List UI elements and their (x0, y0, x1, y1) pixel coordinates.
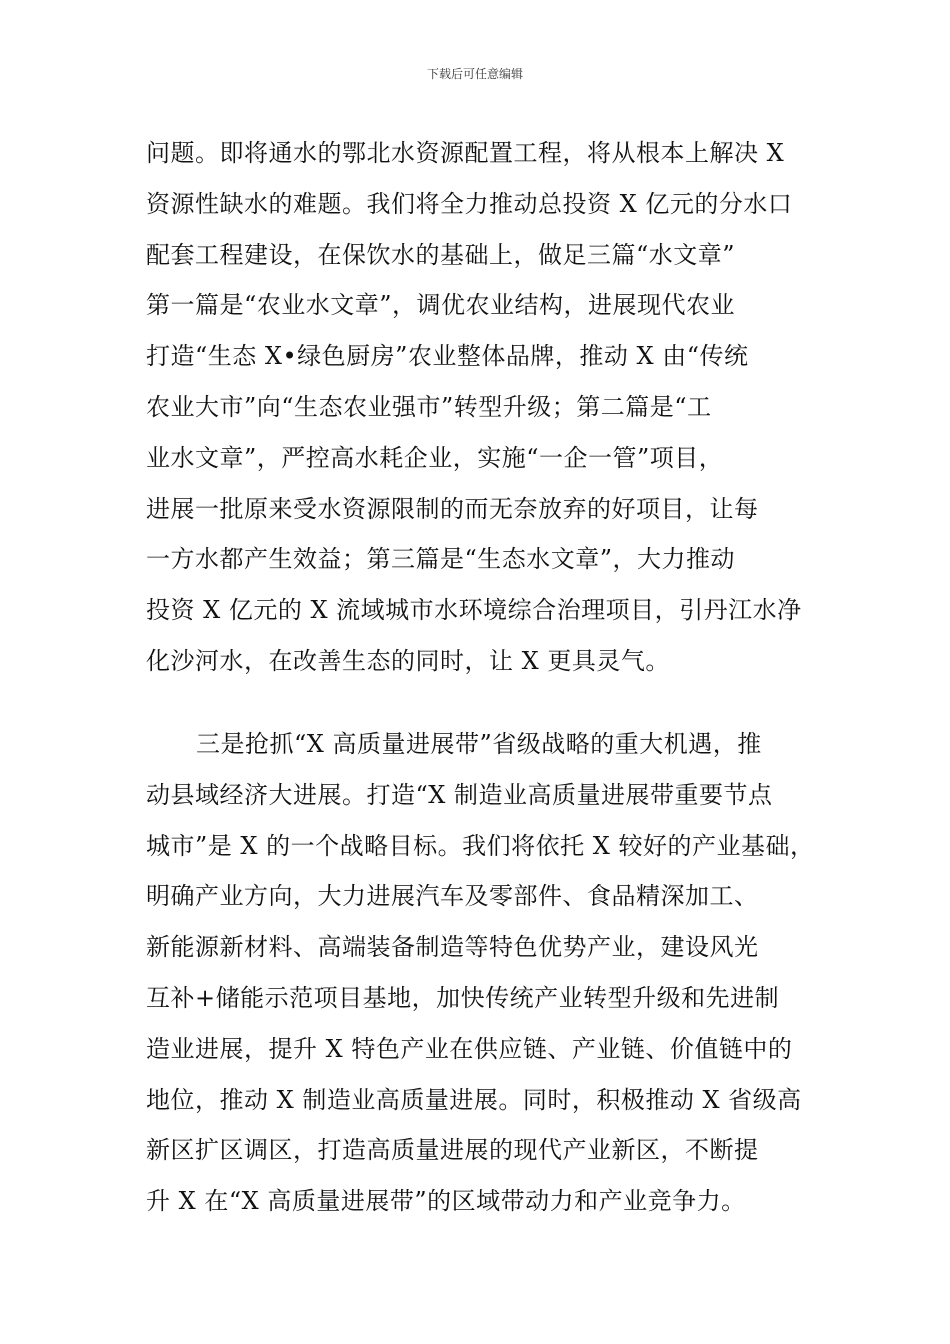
text-line: 地位，推动 X 制造业高质量进展。同时，积极推动 X 省级高 (146, 1085, 802, 1114)
text-line-first: 三是抢抓“X 高质量进展带”省级战略的重大机遇，推 (196, 730, 762, 758)
text-line: 第一篇是“农业水文章”，调优农业结构，进展现代农业 (146, 291, 736, 320)
text-line: 新能源新材料、高端装备制造等特色优势产业，建设风光 (146, 933, 759, 962)
text-line: 农业大市”向“生态农业强市”转型升级；第二篇是“工 (146, 392, 712, 421)
text-line: 进展一批原来受水资源限制的而无奈放弃的好项目，让每 (146, 494, 759, 523)
text-line: 新区扩区调区，打造高质量进展的现代产业新区，不断提 (146, 1136, 759, 1165)
text-line: 升 X 在“X 高质量进展带”的区域带动力和产业竞争力。 (146, 1187, 746, 1216)
text-line: 问题。即将通水的鄂北水资源配置工程，将从根本上解决 X (146, 139, 785, 167)
text-line: 城市”是 X 的一个战略目标。我们将依托 X 较好的产业基础， (146, 831, 815, 860)
text-line: 化沙河水，在改善生态的同时，让 X 更具灵气。 (146, 646, 670, 675)
text-line: 明确产业方向，大力进展汽车及零部件、食品精深加工、 (146, 882, 759, 911)
text-line: 资源性缺水的难题。我们将全力推动总投资 X 亿元的分水口 (146, 189, 793, 218)
text-line: 一方水都产生效益；第三篇是“生态水文章”，大力推动 (146, 545, 736, 574)
paragraph-development-belt (146, 719, 826, 1227)
text-line: 打造“生态 X•绿色厨房”农业整体品牌，推动 X 由“传统 (146, 342, 749, 371)
page-header-note: 下载后可任意编辑 (426, 67, 523, 81)
text-line: 动县域经济大进展。打造“X 制造业高质量进展带重要节点 (146, 780, 773, 809)
text-line: 投资 X 亿元的 X 流域城市水环境综合治理项目，引丹江水净 (146, 596, 802, 625)
text-line: 互补+储能示范项目基地，加快传统产业转型升级和先进制 (146, 983, 780, 1012)
text-line: 造业进展，提升 X 特色产业在供应链、产业链、价值链中的 (146, 1034, 793, 1063)
paragraph-water-articles (146, 128, 826, 687)
text-line: 业水文章”，严控高水耗企业，实施“一企一管”项目， (146, 443, 724, 472)
text-line: 配套工程建设，在保饮水的基础上，做足三篇“水文章” (146, 240, 736, 269)
